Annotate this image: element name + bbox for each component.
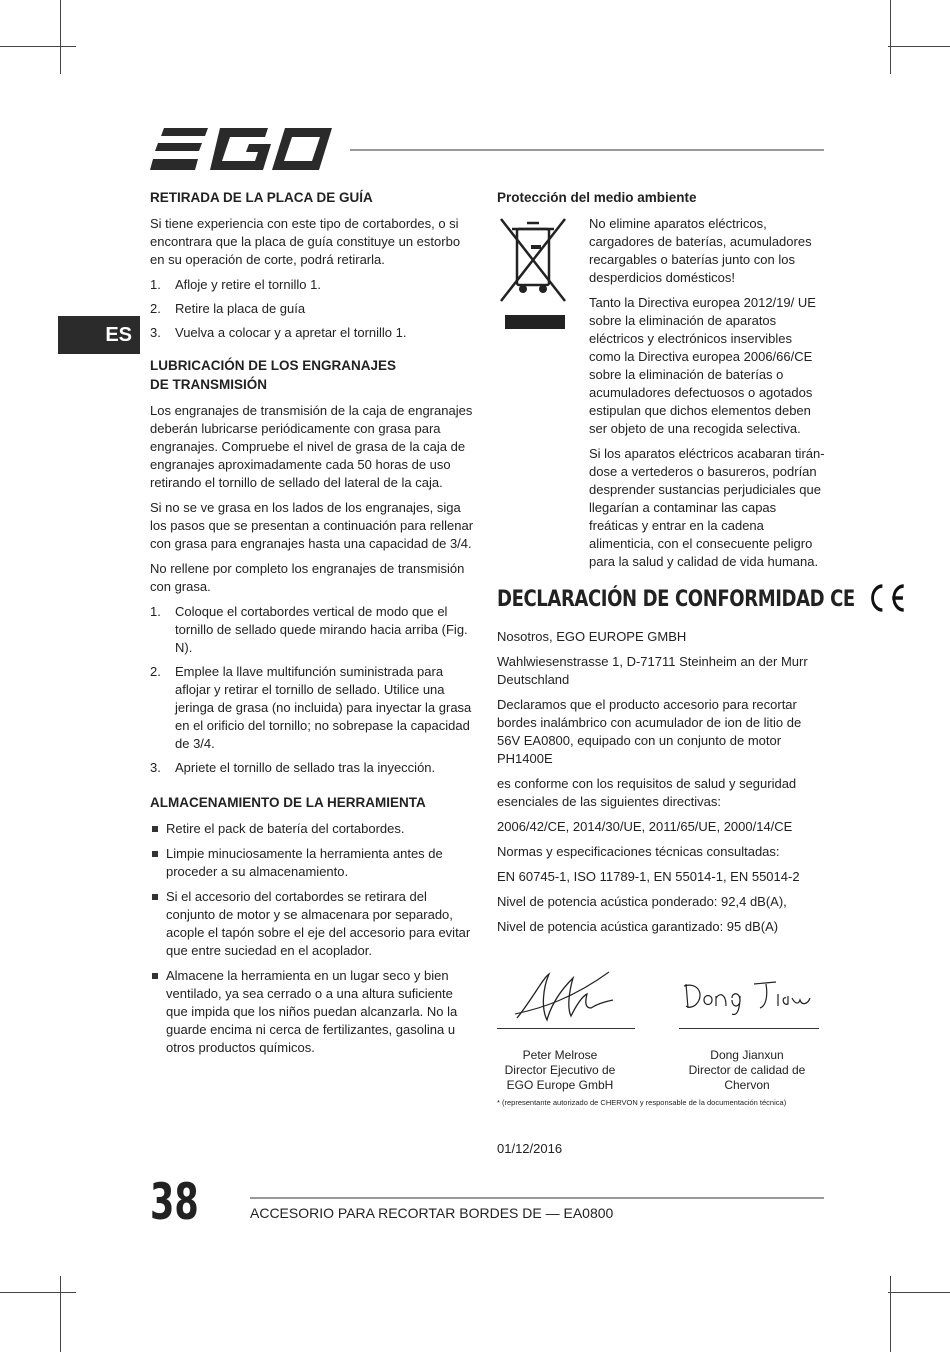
declaration-line: Normas y especificaciones técnicas consultadas:: [497, 844, 780, 859]
list-item: Limpie minuciosamente la herramienta antes de proceder a su almacenamiento.: [150, 845, 475, 881]
environment-block: [497, 215, 827, 571]
crop-mark: [60, 0, 61, 74]
signature-line: [497, 1028, 635, 1029]
declaration-title: DECLARACIÓN DE CONFORMIDAD CE: [497, 583, 768, 616]
paragraph: Los engranajes de transmisión de la caja de engranajes deberán lubricarse periódicamente con grasa para engranajes. Compruebe el nivel de grasa de la caja de engranajes aproximadamente cada 50 horas de uso retirando el tornillo de sellado del lateral de la caja.: [150, 403, 473, 490]
left-column: [150, 188, 475, 1064]
storage-bullets: [150, 820, 475, 1057]
header-rule: [350, 149, 824, 151]
signature-peter-melrose: [513, 968, 623, 1028]
list-item: Retire el pack de batería del cortabordes.: [150, 820, 475, 838]
declaration-line: Nivel de potencia acústica ponderado: 92,4 dB(A),: [497, 894, 787, 909]
crop-mark: [890, 1276, 891, 1352]
ce-mark-icon: [866, 583, 907, 616]
bullet-icon: [152, 973, 158, 979]
paragraph: No rellene por completo los engranajes de transmisión con grasa.: [150, 561, 465, 594]
crop-mark: [888, 1292, 950, 1293]
crop-mark: [890, 0, 891, 74]
language-tab: ES: [58, 316, 140, 354]
list-item: Almacene la herramienta en un lugar seco y bien ventilado, ya sea cerrado o a una altura suficiente que impida que los niños puedan alcanzarla. No la guarde encima ni cerca de fertilizantes, gasolina u otros productos químicos.: [150, 967, 475, 1057]
signature-line: [679, 1028, 819, 1029]
list-item: Si el accesorio del cortabordes se retirara del conjunto de motor y se almacenara por separado, acople el tapón sobre el eje del accesorio para evitar que entre suciedad en el acoplador.: [150, 888, 475, 960]
footer-rule: [250, 1197, 824, 1199]
declaration-line: 2006/42/CE, 2014/30/UE, 2011/65/UE, 2000/14/CE: [497, 819, 793, 834]
right-column: [497, 188, 855, 1165]
crossed-bin-icon: [497, 215, 569, 331]
lubrication-steps: [150, 603, 475, 777]
page-number: 38: [150, 1173, 199, 1231]
paragraph: Si no se ve grasa en los lados de los engranajes, siga los pasos que se presentan a continuación para rellenar con grasa para engranajes hasta una capacidad de 3/4.: [150, 500, 474, 551]
crop-mark: [60, 1276, 61, 1352]
declaration-line: Nivel de potencia acústica garantizado: 95 dB(A): [497, 919, 779, 934]
crop-mark: [0, 1292, 76, 1293]
bullet-icon: [152, 894, 158, 900]
section-title-storage: ALMACENAMIENTO DE LA HERRAMIENTA: [150, 795, 426, 810]
list-item: 2. Emplee la llave multifunción suministrada para aflojar y retirar el tornillo de sellado. Utilice una jeringa de grasa (no incluida) para inyectar la grasa en el orificio del tornillo; no sobrepase la capacidad de 3/4.: [150, 664, 472, 751]
list-item: 3. Apriete el tornillo de sellado tras la inyección.: [150, 760, 436, 775]
declaration-line: EN 60745-1, ISO 11789-1, EN 55014-1, EN 55014-2: [497, 869, 800, 884]
bullet-icon: [152, 826, 158, 832]
list-item: 2. Retire la placa de guía: [150, 301, 306, 316]
section-title-environment: Protección del medio ambiente: [497, 190, 697, 205]
signatory-dong: Dong Jianxun Director de calidad de Chervon: [688, 1048, 806, 1092]
paragraph: Si los aparatos eléctricos acabaran tirándose a vertederos o basureros, podrían desprender sustancias perjudiciales que llegarían a contaminar las capas freáticas y entrar en la cadena alimenticia, con el consecuente peligro para la salud y calidad de vida humana.: [589, 446, 825, 569]
section-title-guide-plate: RETIRADA DE LA PLACA DE GUÍA: [150, 190, 373, 205]
ego-logo: [150, 128, 332, 170]
paragraph: Si tiene experiencia con este tipo de cortabordes, o si encontrara que la placa de guía constituye un estorbo en su operación de corte, podrá retirarla.: [150, 216, 461, 267]
signature-dong-jianxun: [682, 978, 817, 1018]
section-title-lubrication: LUBRICACIÓN DE LOS ENGRANAJES DE TRANSMISIÓN: [150, 358, 397, 392]
declaration-line: es conforme con los requisitos de salud y seguridad esenciales de las siguientes directivas:: [497, 776, 797, 809]
footer-title: ACCESORIO PARA RECORTAR BORDES DE — EA0800: [250, 1205, 614, 1221]
bullet-icon: [152, 851, 158, 857]
list-item: 3. Vuelva a colocar y a apretar el tornillo 1.: [150, 325, 407, 340]
paragraph: Tanto la Directiva europea 2012/19/ UE sobre la eliminación de aparatos eléctricos y electrónicos inservibles como la Directiva europea 2006/66/CE sobre la eliminación de baterías o acumuladores defectuosos o agotados estipulan que dichos elementos deben ser objeto de una recogida selectiva.: [589, 295, 816, 436]
crop-mark: [888, 46, 950, 47]
guide-plate-steps: [150, 276, 475, 342]
signatory-peter: Peter Melrose Director Ejecutivo de EGO Europe GmbH: [504, 1048, 616, 1092]
list-item: 1. Afloje y retire el tornillo 1.: [150, 277, 321, 292]
list-item: 1. Coloque el cortabordes vertical de modo que el tornillo de sellado quede mirando hacia arriba (Fig. N).: [150, 604, 468, 655]
declaration-line: Wahlwiesenstrasse 1, D-71711 Steinheim an der Murr Deutschland: [497, 654, 808, 687]
declaration-line: Nosotros, EGO EUROPE GMBH: [497, 629, 687, 644]
declaration-line: Declaramos que el producto accesorio para recortar bordes inalámbrico con acumulador de ion de litio de 56V EA0800, equipado con un conjunto de motor PH1400E: [497, 697, 802, 766]
date: 01/12/2016: [497, 1141, 563, 1156]
signatures: [497, 958, 827, 1128]
crop-mark: [0, 46, 76, 47]
footnote: * (representante autorizado de CHERVON y responsable de la documentación técnica): [497, 1098, 787, 1107]
paragraph: No elimine aparatos eléctricos, cargadores de baterías, acumuladores recargables o baterías junto con los desperdicios domésticos!: [589, 216, 812, 285]
